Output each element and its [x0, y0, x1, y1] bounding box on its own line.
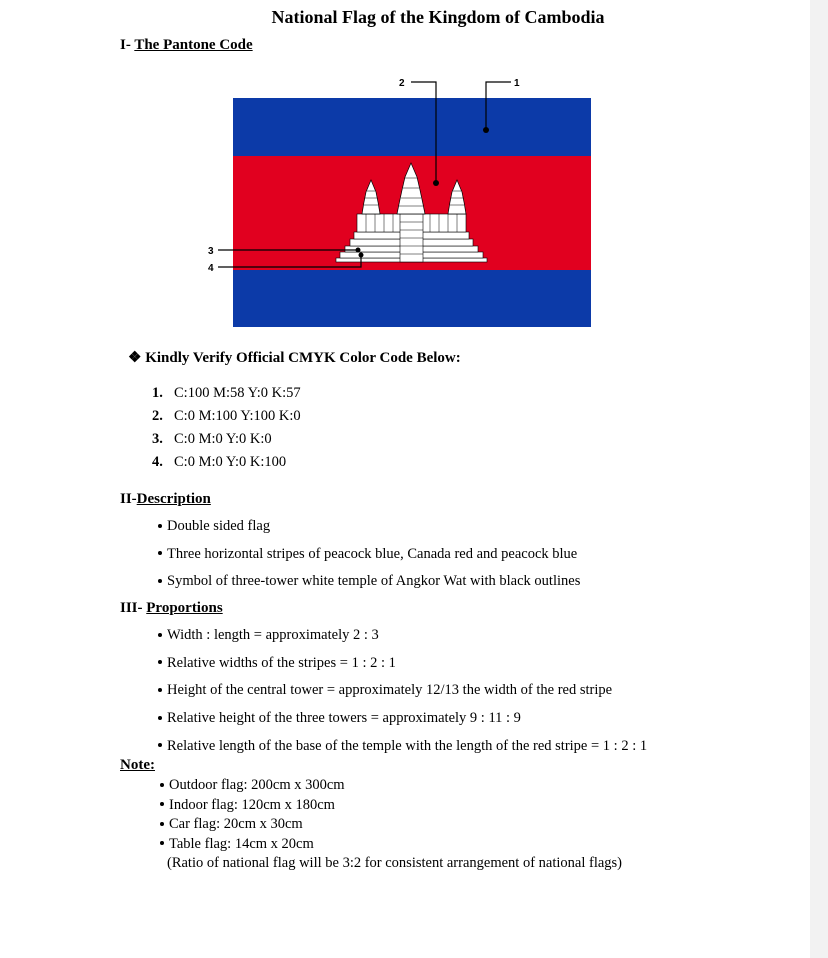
bullet-icon [158, 660, 162, 664]
bullet-icon [158, 579, 162, 583]
list-item: Double sided flag [158, 518, 580, 546]
section-prefix: I- [120, 37, 135, 53]
cmyk-item: 3. C:0 M:0 Y:0 K:0 [152, 431, 272, 447]
section-label: Description [136, 491, 211, 507]
list-item: Symbol of three-tower white temple of Angkor Wat with black outlines [158, 573, 580, 601]
bullet-icon [158, 524, 162, 528]
cmyk-list [152, 385, 301, 477]
description-list [158, 518, 580, 601]
callout-label-2: 2 [399, 78, 405, 89]
list-item: Height of the central tower = approximately 12/13 the width of the red stripe [158, 682, 647, 710]
bullet-icon [158, 743, 162, 747]
bullet-icon [158, 688, 162, 692]
callout-dot-4 [359, 253, 364, 258]
cambodia-flag-diagram [0, 0, 810, 340]
list-item: Three horizontal stripes of peacock blue, Canada red and peacock blue [158, 546, 580, 574]
bullet-icon [160, 841, 164, 845]
list-item: Car flag: 20cm x 30cm [160, 816, 622, 836]
section-description-heading [120, 491, 211, 508]
bullet-icon [160, 783, 164, 787]
section-prefix: II- [120, 491, 137, 507]
proportions-list [158, 627, 647, 765]
list-item: Indoor flag: 120cm x 180cm [160, 797, 622, 817]
list-item: Outdoor flag: 200cm x 300cm [160, 777, 622, 797]
cmyk-item: 1. C:100 M:58 Y:0 K:57 [152, 385, 301, 401]
list-item: Table flag: 14cm x 20cm [160, 836, 622, 856]
note-label: Note: [120, 757, 155, 773]
list-item: Width : length = approximately 2 : 3 [158, 627, 647, 655]
list-item: Relative widths of the stripes = 1 : 2 : 1 [158, 655, 647, 683]
callout-label-1: 1 [514, 78, 520, 89]
section-prefix: III- [120, 600, 147, 616]
bullet-icon [158, 716, 162, 720]
notes-list [160, 777, 622, 875]
flag-top-blue-stripe [233, 98, 591, 156]
page-title: National Flag of the Kingdom of Cambodia [271, 7, 605, 27]
callout-dot-1 [483, 127, 489, 133]
list-item: Relative height of the three towers = approximately 9 : 11 : 9 [158, 710, 647, 738]
cmyk-item: 2. C:0 M:100 Y:100 K:0 [152, 408, 301, 424]
callout-dot-2 [433, 180, 439, 186]
cmyk-verify-heading: ❖ Kindly Verify Official CMYK Color Code Below: [128, 350, 461, 366]
callout-label-4: 4 [208, 263, 214, 274]
bullet-icon [158, 633, 162, 637]
bullet-icon [158, 551, 162, 555]
callout-dot-3 [356, 248, 361, 253]
callout-label-3: 3 [208, 246, 214, 257]
flag-bottom-blue-stripe [233, 270, 591, 327]
section-proportions-heading [120, 600, 223, 617]
bullet-icon [160, 802, 164, 806]
cmyk-item: 4. C:0 M:0 Y:0 K:100 [152, 454, 287, 470]
bullet-icon [160, 822, 164, 826]
list-item: Relative length of the base of the temple with the length of the red stripe = 1 : 2 : 1 [158, 738, 647, 766]
section-label: Proportions [146, 600, 223, 616]
note-ratio-text: (Ratio of national flag will be 3:2 for consistent arrangement of national flags) [167, 855, 623, 871]
section-label: The Pantone Code [134, 37, 253, 53]
